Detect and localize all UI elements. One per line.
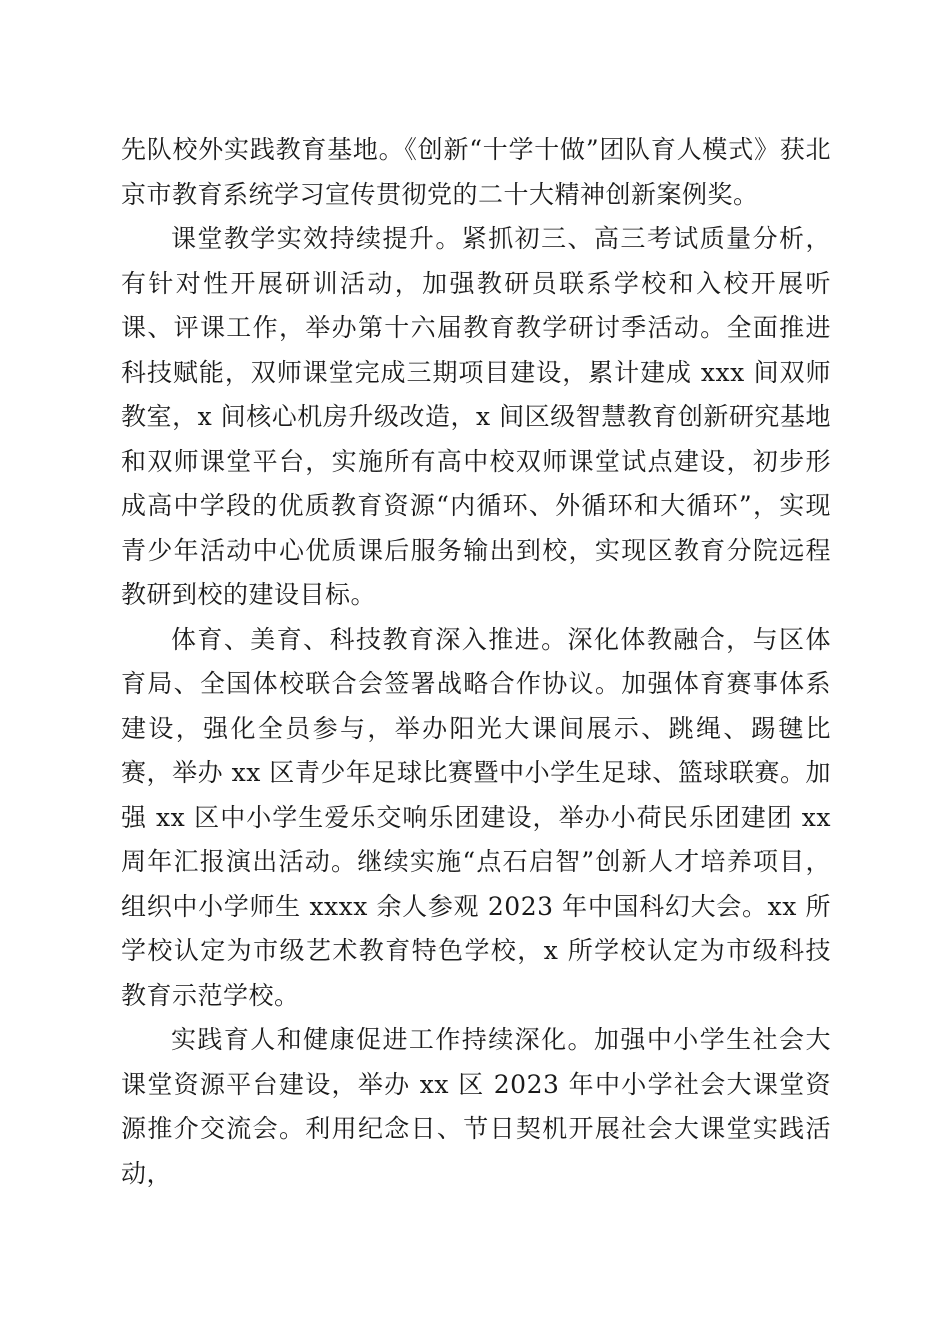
body-text [121,128,831,1196]
paragraph-practice-health: 实践育人和健康促进工作持续深化。加强中小学生社会大课堂资源平台建设，举办 xx 区 2023 年中小学社会大课堂资源推介交流会。利用纪念日、节日契机开展社会大课堂实践活动， [121,1025,831,1188]
paragraph-sports-arts-tech: 体育、美育、科技教育深入推进。深化体教融合，与区体育局、全国体校联合会签署战略合作协议。加强体育赛事体系建设，强化全员参与，举办阳光大课间展示、跳绳、踢毽比赛，举办 xx 区青少年足球比赛暨中小学生足球、篮球联赛。加强 xx 区中小学生爱乐交响乐团建设，举办小荷民乐团建团 xx 周年汇报演出活动。继续实施“点石启智”创新人才培养项目，组织中小学师生 xxxx 余人参观 2023 年中国科幻大会。xx 所学校认定为市级艺术教育特色学校，x 所学校认定为市级科技教育示范学校。 [121,624,831,1010]
paragraph-continued: 先队校外实践教育基地。《创新“十学十做”团队育人模式》获北京市教育系统学习宣传贯彻党的二十大精神创新案例奖。 [121,135,831,209]
paragraph-classroom-teaching: 课堂教学实效持续提升。紧抓初三、高三考试质量分析，有针对性开展研训活动，加强教研员联系学校和入校开展听课、评课工作，举办第十六届教育教学研讨季活动。全面推进科技赋能，双师课堂完成三期项目建设，累计建成 xxx 间双师教室，x 间核心机房升级改造，x 间区级智慧教育创新研究基地和双师课堂平台，实施所有高中校双师课堂试点建设，初步形成高中学段的优质教育资源“内循环、外循环和大循环”，实现青少年活动中心优质课后服务输出到校，实现区教育分院远程教研到校的建设目标。 [121,224,831,609]
